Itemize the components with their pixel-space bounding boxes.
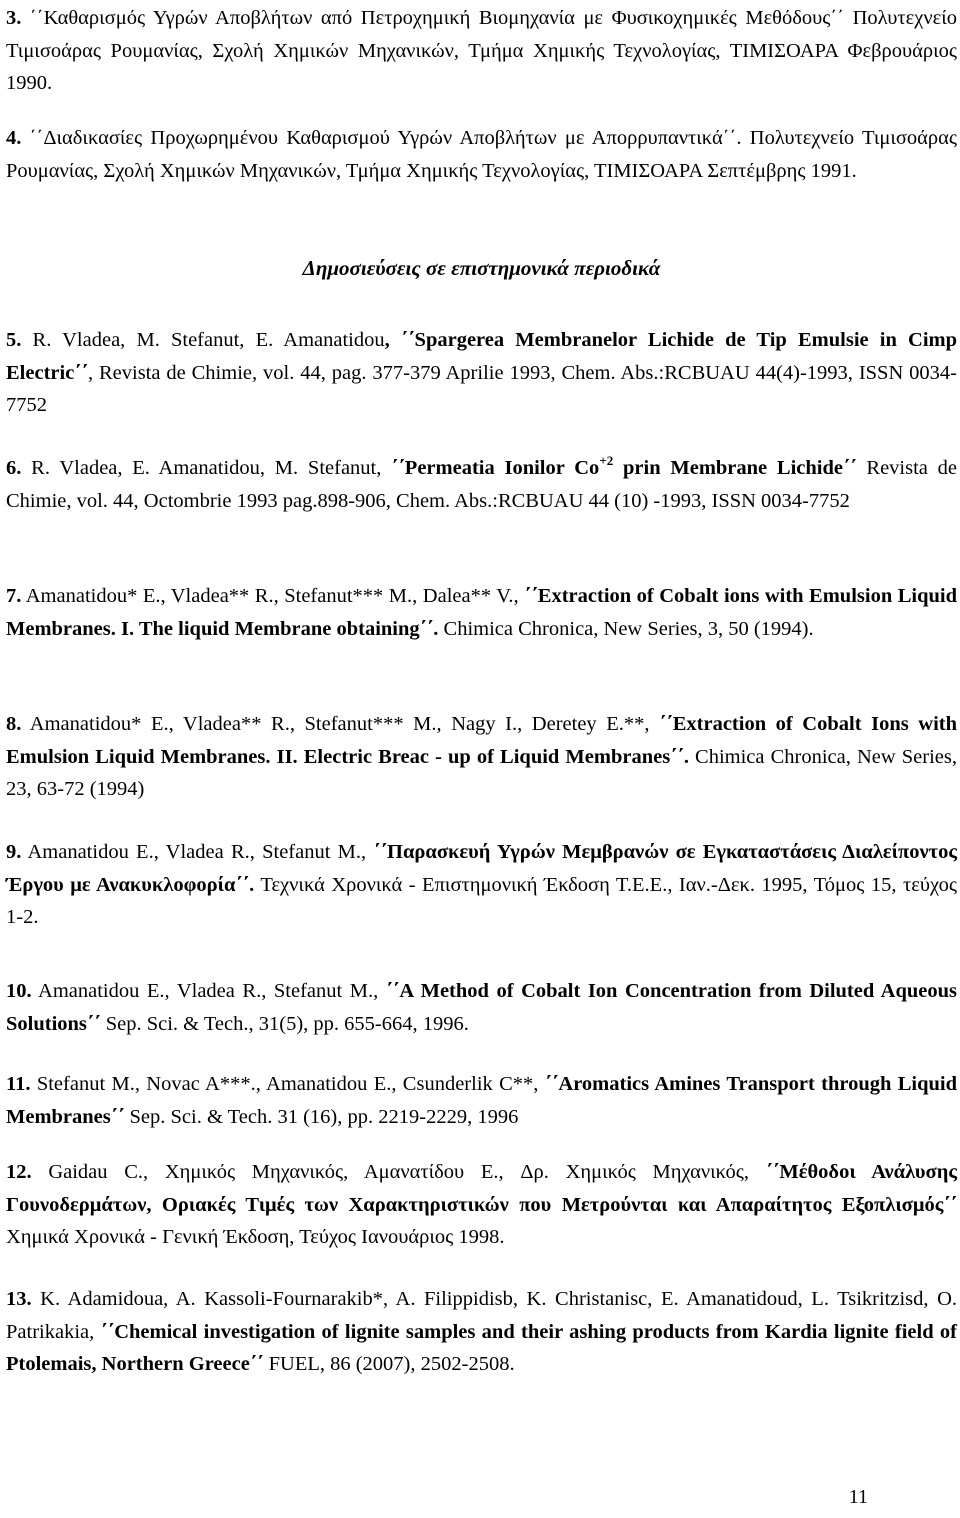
entry-title-part: ΄΄Permeatia Ionilor Co — [391, 457, 600, 479]
entry-number: 8. — [6, 713, 22, 735]
entry-title: ΄΄Aromatics Amines Transport through Liquid Membranes΄΄ — [6, 1073, 957, 1128]
entry-number: 4. — [6, 127, 22, 149]
entry-number: 10. — [6, 980, 32, 1002]
entry-title: ΄΄A Method of Cobalt Ion Concentration from Diluted Aqueous Solutions΄΄ — [6, 980, 957, 1035]
entry-authors: R. Vladea, E. Amanatidou — [21, 457, 260, 479]
entry-title: ΄΄Διαδικασίες Προχωρημένου Καθαρισμού Υγρών Αποβλήτων με Απορρυπαντικά΄΄. — [29, 127, 742, 149]
entry-separator: , — [384, 329, 401, 351]
entry-details: Revista de Chimie, vol. 44, Octombrie 1993 pag.898-906, Chem. Abs.:RCBUAU 44 (10) -1993, ISSN 0034-7752 — [6, 457, 958, 512]
entry-details: , Revista de Chimie, vol. 44, pag. 377-379 Aprilie 1993, Chem. Abs.:RCBUAU 44(4)-1993, ISSN 0034-7752 — [6, 361, 957, 416]
publication-entry — [6, 708, 957, 806]
entry-details: Χημικά Χρονικά - Γενική Έκδοση, Τεύχος Ιανουάριος 1998. — [6, 1226, 505, 1248]
entry-authors: Amanatidou* E., Vladea** R., Stefanut*** M., Dalea** V., — [21, 585, 525, 607]
reference-entry — [6, 2, 957, 100]
entry-title: ΄΄Chemical investigation of lignite samples and their ashing products from Kardia lignite field of Ptolemais, Northern Greece΄΄ — [6, 1320, 957, 1375]
publication-entry — [6, 1068, 957, 1133]
entry-number: 5. — [6, 329, 22, 351]
entry-number: 3. — [6, 7, 22, 29]
entry-details: Chimica Chronica, New Series, 3, 50 (1994). — [438, 617, 814, 640]
entry-title: ΄΄Extraction of Cobalt Ions with Emulsion Liquid Membranes. II. Electric Breac - up of Liquid Membranes΄΄. — [6, 713, 957, 768]
page-number: 11 — [848, 1486, 868, 1508]
entry-title: ΄΄Spargerea Membranelor Lichide de Tip Emulsie in Cimp Electric΄΄ — [6, 329, 958, 384]
entry-authors: Amanatidou* E., Vladea** R., Stefanut*** M., Nagy I., Deretey E.**, — [21, 713, 660, 735]
entry-title: ΄΄Extraction of Cobalt ions with Emulsion Liquid Membranes. I. The liquid Membrane obtaining΄΄. — [6, 585, 957, 640]
publication-entry — [6, 580, 957, 645]
entry-number: 11. — [6, 1073, 31, 1095]
entry-title — [391, 453, 857, 479]
entry-details: FUEL, 86 (2007), 2502-2508. — [263, 1353, 515, 1375]
publication-entry — [6, 324, 957, 422]
entry-separator: , M. Stefanut, — [259, 457, 392, 479]
entry-details: Sep. Sci. & Tech. 31 (16), pp. 2219-2229, 1996 — [124, 1105, 519, 1128]
entry-title: ΄΄Παρασκευή Υγρών Μεμβρανών σε Εγκαταστάσεις Διαλείποντος Έργου με Ανακυκλοφορία΄΄. — [6, 841, 957, 896]
entry-number: 12. — [6, 1161, 32, 1183]
entry-title-part: prin Membrane Lichide΄΄ — [613, 457, 857, 479]
publication-entry — [6, 452, 957, 517]
entry-number: 9. — [6, 841, 22, 863]
entry-authors: K. Adamidoua, A. Kassoli-Fournarakib*, A. Filippidisb, K. Christanisc, E. Amanatidoud, L. Tsikritzisd, O. Patrikakia, — [6, 1288, 957, 1343]
entry-number: 13. — [6, 1288, 32, 1310]
publication-entry — [6, 1156, 957, 1254]
reference-entry — [6, 122, 957, 187]
superscript-charge: +2 — [599, 453, 614, 468]
entry-authors: R. Vladea, M. Stefanut, E. Amanatidou — [21, 329, 385, 351]
entry-title: ΄΄Μέθοδοι Ανάλυσης Γουνοδερμάτων, Οριακές Τιμές των Χαρακτηριστικών που Μετρούνται και Απαραίτητος Εξοπλισμός΄΄ — [6, 1161, 957, 1216]
section-heading: Δημοσιεύσεις σε επιστημονικά περιοδικά — [302, 256, 661, 280]
entry-details: Τεχνικά Χρονικά - Επιστημονική Έκδοση Τ.Ε.Ε., Ιαν.-Δεκ. 1995, Τόμος 15, τεύχος 1-2. — [6, 873, 957, 928]
entry-title: ΄΄Καθαρισμός Υγρών Αποβλήτων από Πετροχημική Βιομηχανία με Φυσικοχημικές Μεθόδους΄΄ — [29, 7, 845, 29]
entry-details: Πολυτεχνείο Τιμισοάρας Ρουμανίας, Σχολή Χημικών Μηχανικών, Τμήμα Χημικής Τεχνολογίας, ΤΙΜΙΣΟΑΡΑ Φεβρουάριος 1990. — [6, 7, 957, 94]
entry-number: 6. — [6, 457, 22, 479]
entry-details: Sep. Sci. & Tech., 31(5), pp. 655-664, 1996. — [100, 1012, 469, 1035]
entry-authors: Amanatidou E., Vladea R., Stefanut M., — [31, 980, 386, 1002]
entry-details: Πολυτεχνείο Τιμισοάρας Ρουμανίας, Σχολή Χημικών Μηχανικών, Τμήμα Χημικής Τεχνολογίας, ΤΙΜΙΣΟΑΡΑ Σεπτέμβρης 1991. — [6, 127, 957, 182]
entry-authors: Stefanut M., Novac A***., Amanatidou E., Csunderlik C**, — [30, 1073, 545, 1095]
entry-authors: Gaidau C., Χημικός Μηχανικός, Αμανατίδου E., Δρ. Χημικός Μηχανικός, — [31, 1161, 766, 1183]
entry-authors: Amanatidou E., Vladea R., Stefanut M., — [21, 841, 374, 863]
publication-entry — [6, 1283, 957, 1381]
publication-entry — [6, 836, 957, 934]
entry-number: 7. — [6, 585, 22, 607]
entry-details: Chimica Chronica, New Series, 23, 63-72 (1994) — [6, 745, 957, 800]
publication-entry — [6, 975, 957, 1040]
